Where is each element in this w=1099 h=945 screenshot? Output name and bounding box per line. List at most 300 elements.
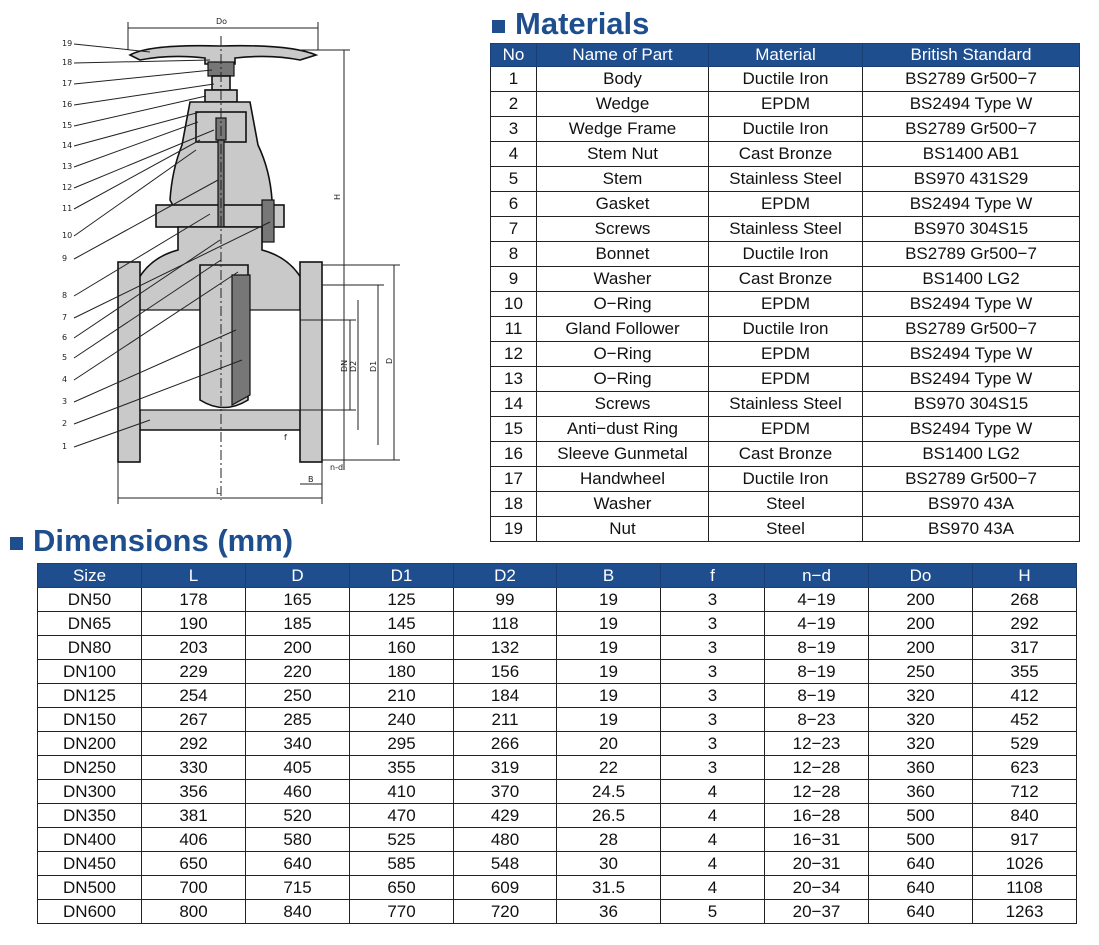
table-row xyxy=(491,292,1080,317)
dimension-cell: 184 xyxy=(454,684,557,708)
part-no: 13 xyxy=(491,367,537,392)
part-name: Screws xyxy=(537,217,709,242)
part-name: Wedge xyxy=(537,92,709,117)
dimension-cell: 4 xyxy=(661,828,765,852)
dn-label: DN xyxy=(340,359,349,372)
dimension-cell: 640 xyxy=(869,852,973,876)
part-standard: BS970 43A xyxy=(863,492,1080,517)
dimension-cell: 292 xyxy=(973,612,1077,636)
dimension-cell: 585 xyxy=(350,852,454,876)
dimension-cell: 319 xyxy=(454,756,557,780)
part-name: Body xyxy=(537,67,709,92)
part-standard: BS970 304S15 xyxy=(863,392,1080,417)
table-row xyxy=(38,708,1077,732)
callout-9: 9 xyxy=(62,254,68,263)
part-name: Wedge Frame xyxy=(537,117,709,142)
col-header: f xyxy=(661,564,765,588)
part-name: Anti−dust Ring xyxy=(537,417,709,442)
table-row xyxy=(38,636,1077,660)
dimension-cell: 480 xyxy=(454,828,557,852)
part-name: Gasket xyxy=(537,192,709,217)
dimension-cell: 609 xyxy=(454,876,557,900)
size-cell: DN250 xyxy=(38,756,142,780)
part-standard: BS2494 Type W xyxy=(863,292,1080,317)
dimension-cell: 99 xyxy=(454,588,557,612)
dimension-cell: 19 xyxy=(557,684,661,708)
col-header: D1 xyxy=(350,564,454,588)
part-material: EPDM xyxy=(709,192,863,217)
table-row xyxy=(491,242,1080,267)
part-standard: BS1400 LG2 xyxy=(863,267,1080,292)
part-material: Ductile Iron xyxy=(709,117,863,142)
dimension-cell: 405 xyxy=(246,756,350,780)
part-material: EPDM xyxy=(709,367,863,392)
dimension-cell: 5 xyxy=(661,900,765,924)
l-label: L xyxy=(216,487,221,496)
dimension-cell: 356 xyxy=(142,780,246,804)
col-header: D2 xyxy=(454,564,557,588)
table-row xyxy=(491,267,1080,292)
dimension-cell: 229 xyxy=(142,660,246,684)
square-bullet-icon xyxy=(492,20,505,33)
dimension-cell: 406 xyxy=(142,828,246,852)
part-name: Nut xyxy=(537,517,709,542)
callout-10: 10 xyxy=(62,231,73,240)
dimension-cell: 211 xyxy=(454,708,557,732)
dimension-cell: 268 xyxy=(973,588,1077,612)
h-label: H xyxy=(333,193,342,200)
size-cell: DN350 xyxy=(38,804,142,828)
part-name: O−Ring xyxy=(537,367,709,392)
dimension-cell: 16−31 xyxy=(765,828,869,852)
dimension-cell: 178 xyxy=(142,588,246,612)
col-header: British Standard xyxy=(863,44,1080,67)
materials-header-row xyxy=(491,44,1080,67)
table-row xyxy=(38,588,1077,612)
part-material: Ductile Iron xyxy=(709,467,863,492)
bonnet-bolt xyxy=(262,200,274,242)
part-no: 1 xyxy=(491,67,537,92)
part-material: Stainless Steel xyxy=(709,167,863,192)
dimensions-title: Dimensions (mm) xyxy=(33,523,294,558)
dimension-cell: 125 xyxy=(350,588,454,612)
dimensions-table xyxy=(37,563,1077,924)
dimension-cell: 8−23 xyxy=(765,708,869,732)
col-header: B xyxy=(557,564,661,588)
d1-label: D1 xyxy=(369,360,378,372)
materials-heading xyxy=(492,6,649,42)
part-standard: BS2494 Type W xyxy=(863,192,1080,217)
col-header: Name of Part xyxy=(537,44,709,67)
dimension-cell: 525 xyxy=(350,828,454,852)
dimension-cell: 24.5 xyxy=(557,780,661,804)
table-row xyxy=(38,876,1077,900)
dimension-cell: 623 xyxy=(973,756,1077,780)
dimension-cell: 452 xyxy=(973,708,1077,732)
dimension-cell: 12−23 xyxy=(765,732,869,756)
dimension-cell: 200 xyxy=(869,636,973,660)
dimension-cell: 3 xyxy=(661,732,765,756)
part-name: Gland Follower xyxy=(537,317,709,342)
dimension-cell: 8−19 xyxy=(765,660,869,684)
dimension-cell: 285 xyxy=(246,708,350,732)
dimension-cell: 16−28 xyxy=(765,804,869,828)
callout-11: 11 xyxy=(62,204,73,213)
dimension-cell: 320 xyxy=(869,708,973,732)
table-row xyxy=(38,660,1077,684)
dimension-cell: 20−37 xyxy=(765,900,869,924)
dimension-cell: 340 xyxy=(246,732,350,756)
part-standard: BS2494 Type W xyxy=(863,92,1080,117)
callout-1: 1 xyxy=(62,442,68,451)
table-row xyxy=(491,67,1080,92)
square-bullet-icon xyxy=(10,537,23,550)
part-no: 3 xyxy=(491,117,537,142)
right-flange xyxy=(300,262,322,462)
part-no: 5 xyxy=(491,167,537,192)
part-material: Cast Bronze xyxy=(709,142,863,167)
callout-12: 12 xyxy=(62,183,73,192)
part-material: Stainless Steel xyxy=(709,392,863,417)
part-name: Screws xyxy=(537,392,709,417)
dimension-cell: 355 xyxy=(350,756,454,780)
dimension-cell: 4−19 xyxy=(765,588,869,612)
valve-drawing xyxy=(0,0,480,520)
dimension-cell: 700 xyxy=(142,876,246,900)
dimension-cell: 250 xyxy=(869,660,973,684)
part-material: Steel xyxy=(709,517,863,542)
part-no: 6 xyxy=(491,192,537,217)
size-cell: DN65 xyxy=(38,612,142,636)
col-header: Do xyxy=(869,564,973,588)
callout-8: 8 xyxy=(62,291,68,300)
dimension-cell: 200 xyxy=(869,588,973,612)
part-material: Ductile Iron xyxy=(709,317,863,342)
materials-table xyxy=(490,43,1080,542)
dimension-cell: 4 xyxy=(661,852,765,876)
part-name: O−Ring xyxy=(537,342,709,367)
dimension-cell: 470 xyxy=(350,804,454,828)
table-row xyxy=(38,756,1077,780)
dimension-cell: 220 xyxy=(246,660,350,684)
dimension-cell: 19 xyxy=(557,660,661,684)
dimension-cell: 132 xyxy=(454,636,557,660)
dimension-cell: 19 xyxy=(557,612,661,636)
part-no: 12 xyxy=(491,342,537,367)
dimension-cell: 712 xyxy=(973,780,1077,804)
table-row xyxy=(491,442,1080,467)
part-material: EPDM xyxy=(709,417,863,442)
callout-15: 15 xyxy=(62,121,73,130)
table-row xyxy=(491,217,1080,242)
callout-16: 16 xyxy=(62,100,73,109)
part-standard: BS2789 Gr500−7 xyxy=(863,467,1080,492)
part-name: Washer xyxy=(537,492,709,517)
part-no: 4 xyxy=(491,142,537,167)
dimension-cell: 8−19 xyxy=(765,684,869,708)
callout-3: 3 xyxy=(62,397,68,406)
col-header: D xyxy=(246,564,350,588)
dimension-cell: 320 xyxy=(869,684,973,708)
dimension-cell: 1263 xyxy=(973,900,1077,924)
dimension-cell: 410 xyxy=(350,780,454,804)
table-row xyxy=(491,492,1080,517)
f-label: f xyxy=(284,433,287,442)
dimension-cell: 3 xyxy=(661,684,765,708)
col-header: n−d xyxy=(765,564,869,588)
part-name: Sleeve Gunmetal xyxy=(537,442,709,467)
nd-label: n-d xyxy=(330,463,344,472)
table-row xyxy=(38,612,1077,636)
part-no: 17 xyxy=(491,467,537,492)
col-header: Material xyxy=(709,44,863,67)
dimension-cell: 640 xyxy=(869,876,973,900)
table-row xyxy=(491,317,1080,342)
dimension-cell: 1108 xyxy=(973,876,1077,900)
dimension-cell: 210 xyxy=(350,684,454,708)
part-no: 10 xyxy=(491,292,537,317)
dimension-cell: 20 xyxy=(557,732,661,756)
dimension-cell: 370 xyxy=(454,780,557,804)
dimension-cell: 412 xyxy=(973,684,1077,708)
size-cell: DN450 xyxy=(38,852,142,876)
table-row xyxy=(38,804,1077,828)
part-no: 15 xyxy=(491,417,537,442)
dimension-cell: 250 xyxy=(246,684,350,708)
part-material: Steel xyxy=(709,492,863,517)
part-material: Cast Bronze xyxy=(709,442,863,467)
part-no: 2 xyxy=(491,92,537,117)
size-cell: DN150 xyxy=(38,708,142,732)
table-row xyxy=(491,142,1080,167)
table-row xyxy=(491,342,1080,367)
dimension-cell: 650 xyxy=(350,876,454,900)
dimension-cell: 185 xyxy=(246,612,350,636)
dimension-cell: 19 xyxy=(557,708,661,732)
part-standard: BS970 431S29 xyxy=(863,167,1080,192)
dimension-cell: 917 xyxy=(973,828,1077,852)
dimension-cell: 145 xyxy=(350,612,454,636)
part-material: Ductile Iron xyxy=(709,242,863,267)
dimensions-body xyxy=(38,588,1077,924)
table-row xyxy=(38,684,1077,708)
dimension-cell: 320 xyxy=(869,732,973,756)
dimension-cell: 26.5 xyxy=(557,804,661,828)
dimension-cell: 1026 xyxy=(973,852,1077,876)
left-flange xyxy=(118,262,140,462)
dimension-cell: 22 xyxy=(557,756,661,780)
dimension-cell: 3 xyxy=(661,588,765,612)
size-cell: DN100 xyxy=(38,660,142,684)
table-row xyxy=(491,192,1080,217)
part-name: O−Ring xyxy=(537,292,709,317)
part-name: Handwheel xyxy=(537,467,709,492)
part-no: 19 xyxy=(491,517,537,542)
callout-19: 19 xyxy=(62,39,73,48)
part-material: EPDM xyxy=(709,92,863,117)
dimension-cell: 118 xyxy=(454,612,557,636)
dimension-cell: 200 xyxy=(246,636,350,660)
dimension-cell: 840 xyxy=(246,900,350,924)
dimension-cell: 190 xyxy=(142,612,246,636)
part-standard: BS970 43A xyxy=(863,517,1080,542)
dimension-cell: 28 xyxy=(557,828,661,852)
dimension-cell: 4 xyxy=(661,804,765,828)
dimension-cell: 3 xyxy=(661,756,765,780)
dimension-cell: 360 xyxy=(869,780,973,804)
do-label: Do xyxy=(216,17,228,26)
dimension-cell: 240 xyxy=(350,708,454,732)
table-row xyxy=(491,517,1080,542)
dimension-cell: 500 xyxy=(869,804,973,828)
dimension-cell: 529 xyxy=(973,732,1077,756)
dimension-cell: 160 xyxy=(350,636,454,660)
part-no: 8 xyxy=(491,242,537,267)
dimension-cell: 580 xyxy=(246,828,350,852)
wedge-rubber xyxy=(232,275,250,405)
dimension-cell: 317 xyxy=(973,636,1077,660)
dimension-cell: 715 xyxy=(246,876,350,900)
materials-title: Materials xyxy=(515,6,650,41)
dimension-cell: 520 xyxy=(246,804,350,828)
dimension-cell: 30 xyxy=(557,852,661,876)
dimension-cell: 800 xyxy=(142,900,246,924)
part-standard: BS2494 Type W xyxy=(863,417,1080,442)
part-material: Cast Bronze xyxy=(709,267,863,292)
dimension-cell: 4 xyxy=(661,876,765,900)
part-name: Stem Nut xyxy=(537,142,709,167)
table-row xyxy=(491,92,1080,117)
part-standard: BS2494 Type W xyxy=(863,342,1080,367)
dimension-cell: 460 xyxy=(246,780,350,804)
size-cell: DN600 xyxy=(38,900,142,924)
dimension-cell: 266 xyxy=(454,732,557,756)
materials-body xyxy=(491,67,1080,542)
b-label: B xyxy=(308,475,314,484)
dimension-cell: 267 xyxy=(142,708,246,732)
size-cell: DN200 xyxy=(38,732,142,756)
table-row xyxy=(38,828,1077,852)
table-row xyxy=(38,732,1077,756)
size-cell: DN500 xyxy=(38,876,142,900)
part-standard: BS970 304S15 xyxy=(863,217,1080,242)
part-no: 16 xyxy=(491,442,537,467)
callout-6: 6 xyxy=(62,333,68,342)
part-no: 18 xyxy=(491,492,537,517)
part-standard: BS1400 LG2 xyxy=(863,442,1080,467)
callout-5: 5 xyxy=(62,353,68,362)
dimension-cell: 4 xyxy=(661,780,765,804)
dimension-cell: 12−28 xyxy=(765,780,869,804)
dimension-cell: 3 xyxy=(661,660,765,684)
table-row xyxy=(38,780,1077,804)
part-no: 14 xyxy=(491,392,537,417)
part-name: Stem xyxy=(537,167,709,192)
dimension-cell: 19 xyxy=(557,636,661,660)
dimension-cell: 381 xyxy=(142,804,246,828)
dimension-cell: 3 xyxy=(661,708,765,732)
table-row xyxy=(491,417,1080,442)
dimension-cell: 3 xyxy=(661,612,765,636)
dimension-cell: 180 xyxy=(350,660,454,684)
dimension-cell: 548 xyxy=(454,852,557,876)
table-row xyxy=(491,392,1080,417)
dimension-cell: 8−19 xyxy=(765,636,869,660)
col-header: L xyxy=(142,564,246,588)
d2-label: D2 xyxy=(349,360,358,372)
size-cell: DN300 xyxy=(38,780,142,804)
part-standard: BS2789 Gr500−7 xyxy=(863,242,1080,267)
part-standard: BS2789 Gr500−7 xyxy=(863,317,1080,342)
dimension-cell: 20−34 xyxy=(765,876,869,900)
dimension-cell: 640 xyxy=(246,852,350,876)
dimension-cell: 3 xyxy=(661,636,765,660)
size-cell: DN50 xyxy=(38,588,142,612)
callout-7: 7 xyxy=(62,313,68,322)
part-material: EPDM xyxy=(709,292,863,317)
dimension-cell: 360 xyxy=(869,756,973,780)
callout-4: 4 xyxy=(62,375,68,384)
dimension-cell: 640 xyxy=(869,900,973,924)
dimensions-header-row xyxy=(38,564,1077,588)
dimension-cell: 355 xyxy=(973,660,1077,684)
dimension-cell: 770 xyxy=(350,900,454,924)
dimension-cell: 165 xyxy=(246,588,350,612)
callout-17: 17 xyxy=(62,79,73,88)
table-row xyxy=(491,117,1080,142)
part-no: 9 xyxy=(491,267,537,292)
part-name: Bonnet xyxy=(537,242,709,267)
part-name: Washer xyxy=(537,267,709,292)
dimension-cell: 429 xyxy=(454,804,557,828)
size-cell: DN125 xyxy=(38,684,142,708)
dimension-cell: 840 xyxy=(973,804,1077,828)
part-standard: BS1400 AB1 xyxy=(863,142,1080,167)
part-standard: BS2789 Gr500−7 xyxy=(863,67,1080,92)
dimension-cell: 720 xyxy=(454,900,557,924)
dimension-cell: 31.5 xyxy=(557,876,661,900)
dimension-cell: 330 xyxy=(142,756,246,780)
part-standard: BS2494 Type W xyxy=(863,367,1080,392)
part-material: Stainless Steel xyxy=(709,217,863,242)
col-header: Size xyxy=(38,564,142,588)
part-no: 7 xyxy=(491,217,537,242)
part-material: Ductile Iron xyxy=(709,67,863,92)
dimension-cell: 4−19 xyxy=(765,612,869,636)
dimension-cell: 254 xyxy=(142,684,246,708)
dimension-cell: 156 xyxy=(454,660,557,684)
col-header: H xyxy=(973,564,1077,588)
dimension-cell: 20−31 xyxy=(765,852,869,876)
size-cell: DN80 xyxy=(38,636,142,660)
part-material: EPDM xyxy=(709,342,863,367)
d-label: D xyxy=(385,357,394,364)
dimension-cell: 292 xyxy=(142,732,246,756)
part-standard: BS2789 Gr500−7 xyxy=(863,117,1080,142)
dimensions-heading xyxy=(10,523,293,559)
dimension-cell: 19 xyxy=(557,588,661,612)
dimension-cell: 650 xyxy=(142,852,246,876)
col-header: No xyxy=(491,44,537,67)
dimension-cell: 200 xyxy=(869,612,973,636)
table-row xyxy=(38,852,1077,876)
callout-14: 14 xyxy=(62,141,73,150)
table-row xyxy=(38,900,1077,924)
table-row xyxy=(491,367,1080,392)
table-row xyxy=(491,467,1080,492)
dimension-cell: 12−28 xyxy=(765,756,869,780)
table-row xyxy=(491,167,1080,192)
